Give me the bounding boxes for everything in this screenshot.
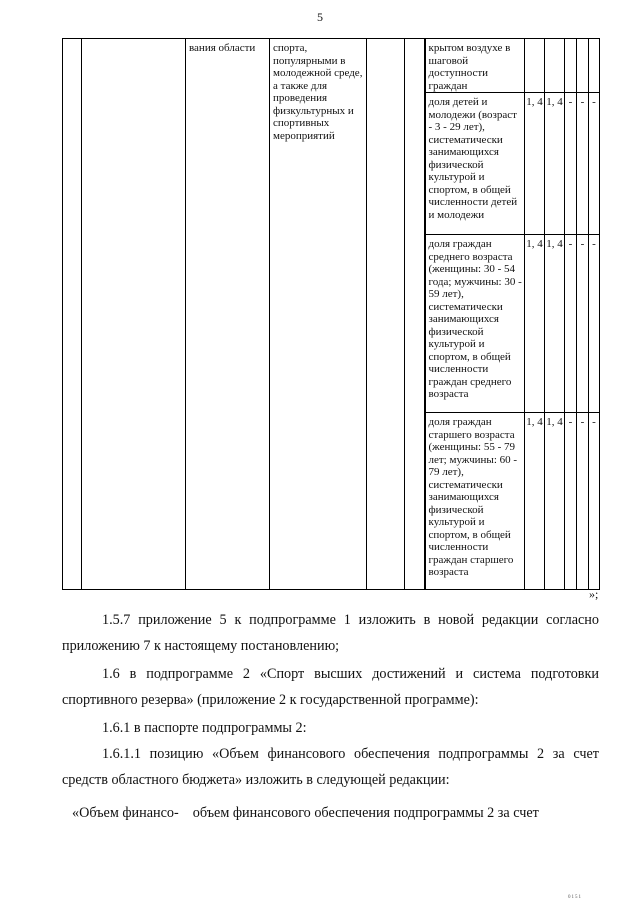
value-cell: - — [577, 93, 589, 235]
value-cell — [589, 39, 600, 93]
indicator-cell: доля граждан среднего возраста (женщины: 30 - 54 года; мужчины: 30 - 59 лет), систематически занимающихся физической культурой и спортом, в общей численности граждан среднего возраста — [425, 235, 525, 413]
value-cell — [545, 39, 565, 93]
table-cell — [63, 39, 82, 590]
value-cell: - — [577, 235, 589, 413]
program-table — [62, 38, 600, 590]
passport-row — [72, 805, 539, 822]
table-cell — [82, 39, 186, 590]
paragraph: 1.6 в подпрограмме 2 «Спорт высших достижений и система подготовки спортивного резерва» (приложение 2 к государственной программе): — [62, 666, 599, 708]
value-cell: 1, 4 — [545, 235, 565, 413]
table-row — [63, 39, 600, 93]
paragraph: 1.6.1.1 позицию «Объем финансового обеспечения подпрограммы 2 за счет средств областного бюджета» изложить в следующей редакции: — [62, 746, 599, 788]
value-cell: 1, 4 — [525, 93, 545, 235]
passport-row-value: объем финансового обеспечения подпрограммы 2 за счет — [192, 805, 539, 821]
value-cell: - — [565, 235, 577, 413]
indicator-cell: доля граждан старшего возраста (женщины: 55 - 79 лет; мужчины: 60 - 79 лет), систематически занимающихся физической культурой и спортом, в общей численности граждан старшего возраста — [425, 413, 525, 590]
passport-row-label: «Объем финансо- — [72, 805, 179, 821]
page-number: 5 — [317, 10, 323, 24]
closing-quote: »; — [589, 587, 599, 601]
value-cell — [525, 39, 545, 93]
indicator-cell: доля детей и молодежи (возраст - 3 - 29 лет), систематически занимающихся физической культурой и спортом, в общей численности детей и молодежи — [425, 93, 525, 235]
value-cell: - — [565, 93, 577, 235]
table-cell — [367, 39, 405, 590]
value-cell: 1, 4 — [525, 235, 545, 413]
value-cell: - — [589, 93, 600, 235]
paragraph: 1.6.1 в паспорте подпрограммы 2: — [102, 720, 307, 736]
table-cell: спорта, популярными в молодежной среде, а также для проведения физкультурных и спортивных мероприятий — [270, 39, 367, 590]
table-cell: вания области — [186, 39, 270, 590]
value-cell: - — [577, 413, 589, 590]
value-cell: 1, 4 — [545, 413, 565, 590]
value-cell: 1, 4 — [545, 93, 565, 235]
indicator-cell: крытом воздухе в шаговой доступности граждан — [425, 39, 525, 93]
value-cell: 1, 4 — [525, 413, 545, 590]
value-cell — [577, 39, 589, 93]
value-cell: - — [589, 235, 600, 413]
value-cell — [565, 39, 577, 93]
table-cell — [405, 39, 425, 590]
footer-mark: 0151 — [568, 895, 582, 900]
paragraph: 1.5.7 приложение 5 к подпрограмме 1 изложить в новой редакции согласно приложению 7 к настоящему постановлению; — [62, 612, 599, 654]
value-cell: - — [589, 413, 600, 590]
value-cell: - — [565, 413, 577, 590]
